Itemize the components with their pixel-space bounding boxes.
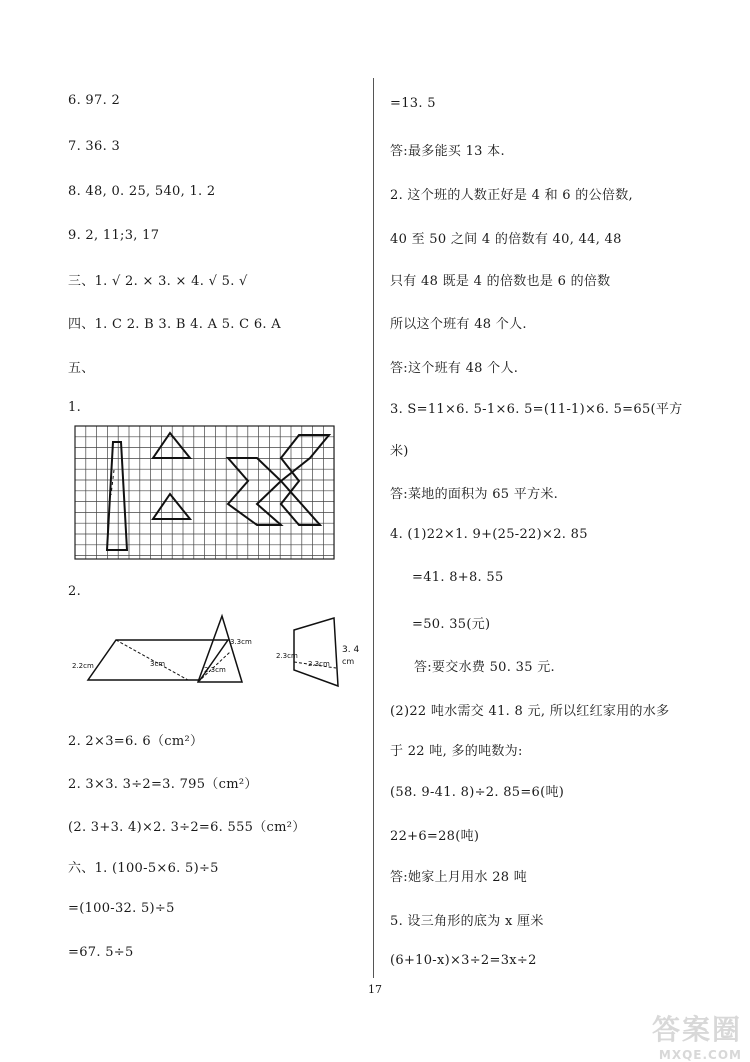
answer-line: 2. 2×3=6. 6（cm²） [68, 734, 204, 749]
question-number: 2. [68, 584, 82, 599]
answer-line: 三、1. √ 2. × 3. × 4. √ 5. √ [68, 274, 248, 289]
answer-line: 米) [390, 444, 409, 459]
answer-line: =67. 5÷5 [68, 945, 134, 960]
answer-line: 答:要交水费 50. 35 元. [414, 660, 555, 675]
answer-line: =50. 35(元) [412, 617, 491, 632]
answer-line: =41. 8+8. 55 [412, 570, 504, 585]
arrow-shape-left [228, 458, 281, 525]
para-height-label: 2.2cm [72, 662, 94, 670]
answer-line: (2)22 吨水需交 41. 8 元, 所以红红家用的水多 [390, 704, 670, 719]
triangle-shape-bottom [153, 494, 190, 519]
answer-line: 5. 设三角形的底为 x 厘米 [390, 914, 544, 929]
question-number: 1. [68, 400, 82, 415]
answer-line: 只有 48 既是 4 的倍数也是 6 的倍数 [390, 274, 611, 289]
column-divider [373, 78, 374, 978]
answer-line: 2. 这个班的人数正好是 4 和 6 的公倍数, [390, 188, 633, 203]
answer-line: (58. 9-41. 8)÷2. 85=6(吨) [390, 785, 565, 800]
answer-line: 9. 2, 11;3, 17 [68, 228, 160, 243]
answer-line: 答:最多能买 13 本. [390, 144, 505, 159]
answer-line: =13. 5 [390, 96, 436, 111]
answer-line: 3. S=11×6. 5-1×6. 5=(11-1)×6. 5=65(平方 [390, 402, 683, 417]
watermark-logo [652, 1008, 742, 1062]
tri-base-label: 2.3cm [204, 666, 226, 674]
answer-line: 答:菜地的面积为 65 平方米. [390, 487, 559, 502]
answer-line: 2. 3×3. 3÷2=3. 795（cm²） [68, 777, 258, 792]
answer-line: 22+6=28(吨) [390, 829, 480, 844]
page-number: 17 [368, 983, 382, 996]
answer-line: 4. (1)22×1. 9+(25-22)×2. 85 [390, 527, 588, 542]
answer-line: (6+10-x)×3÷2=3x÷2 [390, 953, 537, 968]
answer-line: 所以这个班有 48 个人. [390, 317, 527, 332]
grid-shapes [107, 433, 329, 550]
answer-line: 四、1. C 2. B 3. B 4. A 5. C 6. A [68, 317, 281, 332]
trap-height-label: 2.3cm [276, 652, 298, 660]
answer-line: 答:她家上月用水 28 吨 [390, 870, 528, 885]
answer-line: 6. 97. 2 [68, 93, 121, 108]
answer-line: =(100-32. 5)÷5 [68, 901, 175, 916]
answer-line: 8. 48, 0. 25, 540, 1. 2 [68, 184, 216, 199]
watermark-text: 答案圈 [651, 1013, 742, 1046]
tri-height-label: 3.3cm [230, 638, 252, 646]
answer-line: 于 22 吨, 多的吨数为: [390, 744, 523, 759]
section-heading: 五、 [68, 361, 95, 376]
answer-line: (2. 3+3. 4)×2. 3÷2=6. 555（cm²） [68, 820, 306, 835]
shapes-figure [70, 610, 370, 695]
grid-figure [74, 425, 336, 561]
answer-line: 40 至 50 之间 4 的倍数有 40, 44, 48 [390, 232, 622, 247]
answer-line: 六、1. (100-5×6. 5)÷5 [68, 861, 219, 876]
answer-line: 7. 36. 3 [68, 139, 121, 154]
answer-line: 答:这个班有 48 个人. [390, 361, 519, 376]
trap-unit-label: cm [342, 657, 355, 666]
para-base-label: 3cm [150, 660, 166, 668]
trapezoid-shape [294, 618, 338, 686]
trap-side-label: 3. 4 [342, 645, 360, 655]
watermark-url: MXQE.COM [658, 1048, 742, 1062]
trap-base-label: 2.3cm [308, 660, 330, 668]
